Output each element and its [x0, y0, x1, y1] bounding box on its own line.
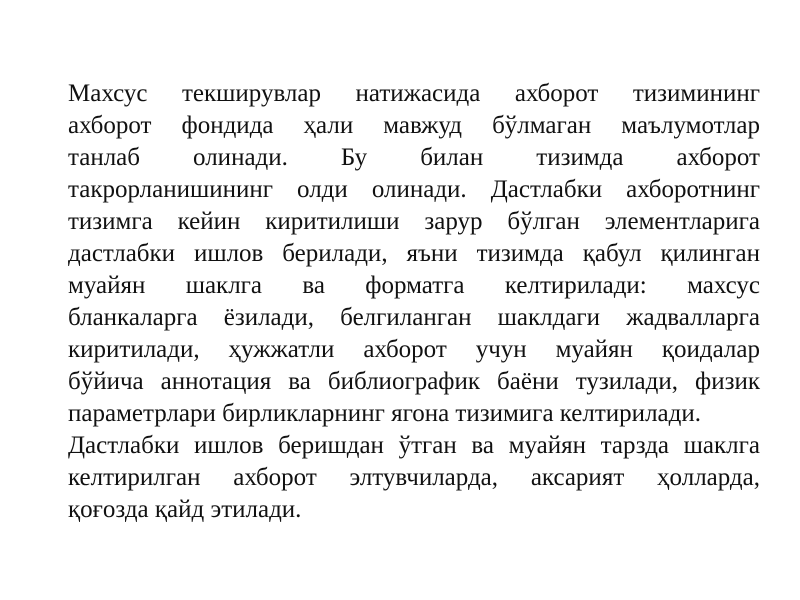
paragraph-1 [68, 78, 760, 430]
text-line: бланкаларга ёзилади, белгиланган шаклдаги жадвалларга [68, 304, 760, 331]
text-line: ахборот фондида ҳали мавжуд бўлмаган маълумотлар [68, 112, 760, 139]
text-line: келтирилган ахборот элтувчиларда, аксарият ҳолларда, [68, 464, 760, 491]
text-line: тизимга кейин киритилиши зарур бўлган элементларига [68, 208, 760, 235]
text-line: қоғозда қайд этилади. [68, 496, 302, 523]
text-line: киритилади, ҳужжатли ахборот учун муайян қоидалар [68, 336, 760, 363]
text-line: параметрлари бирликларнинг ягона тизимига келтирилади. [68, 400, 701, 427]
text-line: Дастлабки ишлов беришдан ўтган ва муайян тарзда шаклга [68, 432, 760, 459]
text-line: Махсус текширувлар натижасида ахборот тизимининг [68, 80, 760, 107]
document-text [68, 78, 760, 526]
paragraph-2 [68, 430, 760, 526]
text-line: дастлабки ишлов берилади, яъни тизимда қабул қилинган [68, 240, 760, 267]
text-line: танлаб олинади. Бу билан тизимда ахборот [68, 144, 760, 171]
text-line: такрорланишининг олди олинади. Дастлабки ахборотнинг [68, 176, 760, 203]
text-line: муайян шаклга ва форматга келтирилади: махсус [68, 272, 760, 299]
text-line: бўйича аннотация ва библиографик баёни тузилади, физик [68, 368, 760, 395]
